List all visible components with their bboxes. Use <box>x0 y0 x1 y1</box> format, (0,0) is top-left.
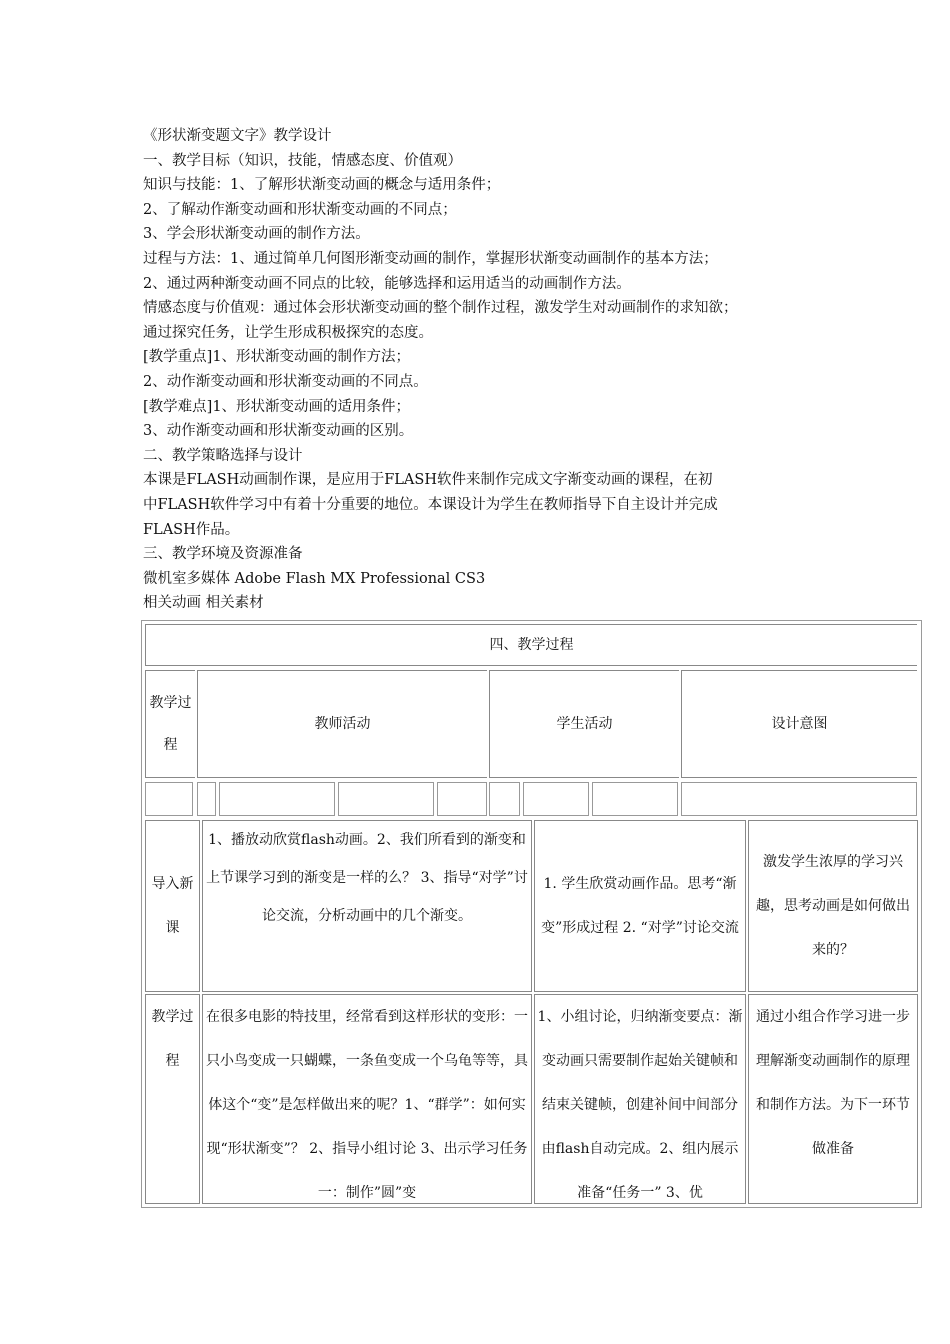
text-line: 2、通过两种渐变动画不同点的比较，能够选择和运用适当的动画制作方法。 <box>143 275 631 292</box>
table-title: 四、教学过程 <box>145 624 917 666</box>
table-row-intent: 激发学生浓厚的学习兴趣，思考动画是如何做出来的？ <box>748 820 918 992</box>
spacer-cell <box>437 782 487 816</box>
table-row-stage: 导入新课 <box>145 820 200 992</box>
table-row-teacher: 1、播放动欣赏flash动画。2、我们所看到的渐变和上节课学习到的渐变是一样的么？ 3、指导“对学”讨论交流，分析动画中的几个渐变。 <box>202 820 532 992</box>
spacer-cell <box>523 782 589 816</box>
table-row-student: 1. 学生欣赏动画作品。思考“渐变”形成过程 2. “对学”讨论交流 <box>534 820 746 992</box>
text-line: 通过探究任务，让学生形成积极探究的态度。 <box>143 324 433 341</box>
table-row-stage: 教学过程 <box>145 994 200 1204</box>
text-line: 相关动画 相关素材 <box>143 595 264 612</box>
header-teacher: 教师活动 <box>197 670 487 778</box>
table-row-teacher: 在很多电影的特技里，经常看到这样形状的变形：一只小鸟变成一只蝴蝶，一条鱼变成一个乌龟等等，具体这个“变”是怎样做出来的呢？1、“群学”：如何实现“形状渐变”？ 2、指导小组讨论 3、出示学习任务一：制作”圆”变 <box>202 994 532 1204</box>
text-line: 本课是FLASH动画制作课，是应用于FLASH软件来制作完成文字渐变动画的课程，在初 <box>143 472 713 489</box>
section-heading: 二、教学策略选择与设计 <box>143 447 303 464</box>
text-line: [教学难点]1、形状渐变动画的适用条件； <box>143 398 411 415</box>
header-intent: 设计意图 <box>681 670 917 778</box>
spacer-cell <box>338 782 434 816</box>
spacer-cell <box>681 782 917 816</box>
section-heading: 三、教学环境及资源准备 <box>143 546 303 563</box>
text-line: 3、学会形状渐变动画的制作方法。 <box>143 226 370 243</box>
spacer-cell <box>592 782 678 816</box>
text-line: 过程与方法：1、通过简单几何图形渐变动画的制作，掌握形状渐变动画制作的基本方法； <box>143 250 718 267</box>
text-line: 3、动作渐变动画和形状渐变动画的区别。 <box>143 423 414 440</box>
text-line: 2、动作渐变动画和形状渐变动画的不同点。 <box>143 373 428 390</box>
text-line: 情感态度与价值观：通过体会形状渐变动画的整个制作过程，激发学生对动画制作的求知欲； <box>143 300 738 317</box>
text-line: 知识与技能：1、了解形状渐变动画的概念与适用条件； <box>143 177 501 194</box>
text-line: 微机室多媒体 Adobe Flash MX Professional CS3 <box>143 570 486 587</box>
text-line: FLASH作品。 <box>143 521 240 538</box>
text-line: 2、了解动作渐变动画和形状渐变动画的不同点； <box>143 201 457 218</box>
spacer-cell <box>145 782 193 816</box>
text-line: [教学重点]1、形状渐变动画的制作方法； <box>143 349 411 366</box>
document-body <box>143 124 843 616</box>
doc-title: 《形状渐变题文字》教学设计 <box>143 128 332 144</box>
spacer-cell <box>489 782 520 816</box>
spacer-cell <box>197 782 216 816</box>
section-heading: 一、教学目标（知识，技能，情感态度、价值观） <box>143 152 462 169</box>
header-stage: 教学过程 <box>145 670 195 778</box>
header-student: 学生活动 <box>489 670 679 778</box>
table-row-student: 1、小组讨论，归纳渐变要点：渐变动画只需要制作起始关键帧和结束关键帧，创建补间中间部分由flash自动完成。2、组内展示准备“任务一” 3、优 <box>534 994 746 1204</box>
spacer-cell <box>219 782 335 816</box>
table-row-intent: 通过小组合作学习进一步理解渐变动画制作的原理和制作方法。为下一环节做准备 <box>748 994 918 1204</box>
text-line: 中FLASH软件学习中有着十分重要的地位。本课设计为学生在教师指导下自主设计并完成 <box>143 496 718 513</box>
